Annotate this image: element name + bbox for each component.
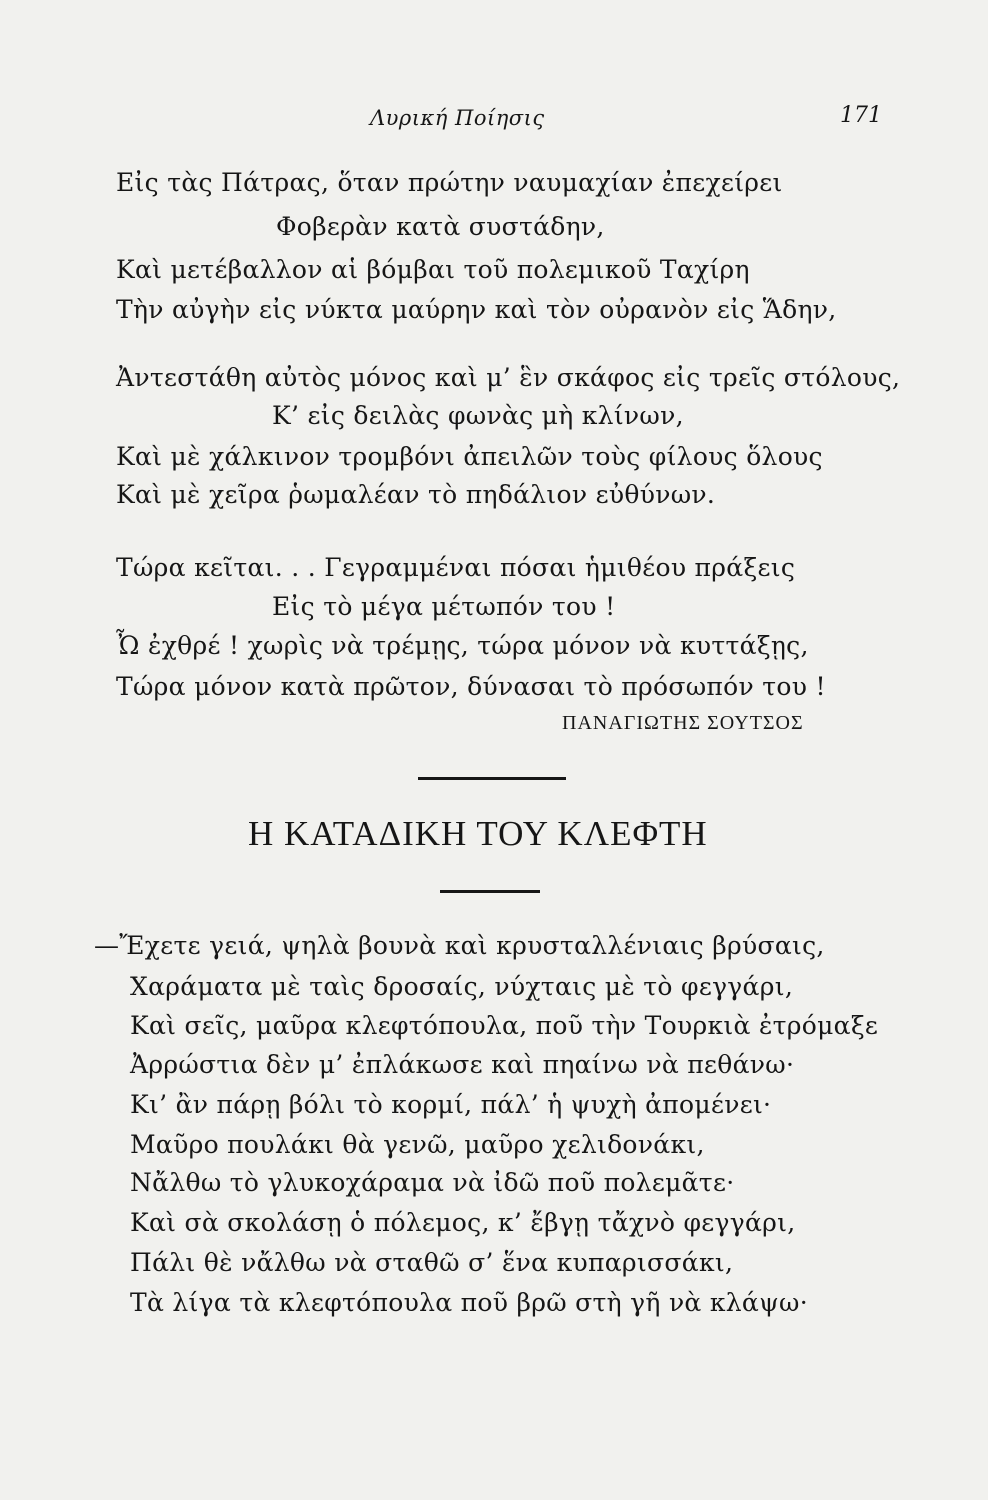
poem-line: Ὦ ἐχθρέ ! χωρὶς νὰ τρέμῃς, τώρα μόνον νὰ κυττάξῃς, xyxy=(116,631,809,660)
poem-line: Καὶ μὲ χάλκινον τρομβόνι ἀπειλῶν τοὺς φίλους ὅλους xyxy=(116,442,823,471)
poem-line: Καὶ μετέβαλλον αἱ βόμβαι τοῦ πολεμικοῦ Ταχίρη xyxy=(116,255,750,284)
poem-line: Τὴν αὐγὴν εἰς νύκτα μαύρην καὶ τὸν οὐρανὸν εἰς Ἅδην, xyxy=(116,295,837,324)
poem-line: Τώρα κεῖται. . . Γεγραμμέναι πόσαι ἡμιθέου πράξεις xyxy=(116,553,796,582)
poem-line: Χαράματα μὲ ταὶς δροσαίς, νύχταις μὲ τὸ φεγγάρι, xyxy=(130,972,794,1001)
poem-line: Κ’ εἰς δειλὰς φωνὰς μὴ κλίνων, xyxy=(272,401,684,430)
poem-line: Καὶ σὰ σκολάσῃ ὁ πόλεμος, κ’ ἔβγῃ τἄχνὸ φεγγάρι, xyxy=(130,1208,796,1237)
poem-line: Μαῦρο πουλάκι θὰ γενῶ, μαῦρο χελιδονάκι, xyxy=(130,1130,705,1159)
poem-line: Πάλι θὲ νἄλθω νὰ σταθῶ σ’ ἕνα κυπαρισσάκι, xyxy=(130,1248,734,1277)
poem-line: Ἀντεστάθη αὐτὸς μόνος καὶ μ’ ἓν σκάφος εἰς τρεῖς στόλους, xyxy=(116,363,901,392)
poem-title: Η ΚΑΤΑΔΙΚΗ ΤΟΥ ΚΛΕΦΤΗ xyxy=(248,814,708,853)
poem-line: Τώρα μόνον κατὰ πρῶτον, δύνασαι τὸ πρόσωπόν του ! xyxy=(116,672,826,701)
poem-line: Εἰς τὰς Πάτρας, ὅταν πρώτην ναυμαχίαν ἐπεχείρει xyxy=(116,168,783,197)
poem-line: Κι’ ἂν πάρῃ βόλι τὸ κορμί, πάλ’ ἡ ψυχὴ ἀπομένει· xyxy=(130,1090,772,1119)
section-divider xyxy=(418,777,566,780)
poem-line: Νἄλθω τὸ γλυκοχάραμα νὰ ἰδῶ ποῦ πολεμᾶτε· xyxy=(130,1168,735,1197)
poem-line: Καὶ σεῖς, μαῦρα κλεφτόπουλα, ποῦ τὴν Τουρκιὰ ἐτρόμαξε xyxy=(130,1011,879,1040)
title-divider xyxy=(440,890,540,893)
poem-line: —Ἔχετε γειά, ψηλὰ βουνὰ καὶ κρυσταλλένιαις βρύσαις, xyxy=(94,931,825,960)
poem-line: Τὰ λίγα τὰ κλεφτόπουλα ποῦ βρῶ στὴ γῆ νὰ κλάψω· xyxy=(130,1288,808,1317)
poem-line: Ἀρρώστια δὲν μ’ ἐπλάκωσε καὶ πηαίνω νὰ πεθάνω· xyxy=(130,1050,795,1079)
author-signature: ΠΑΝΑΓΙΩΤΗΣ ΣΟΥΤΣΟΣ xyxy=(562,712,804,734)
running-title: Λυρική Ποίησις xyxy=(370,106,545,130)
poem-line: Εἰς τὸ μέγα μέτωπόν του ! xyxy=(272,592,616,621)
poem-line: Καὶ μὲ χεῖρα ῥωμαλέαν τὸ πηδάλιον εὐθύνων. xyxy=(116,480,716,509)
poem-line: Φοβερὰν κατὰ συστάδην, xyxy=(276,212,605,241)
page-number: 171 xyxy=(840,103,882,128)
